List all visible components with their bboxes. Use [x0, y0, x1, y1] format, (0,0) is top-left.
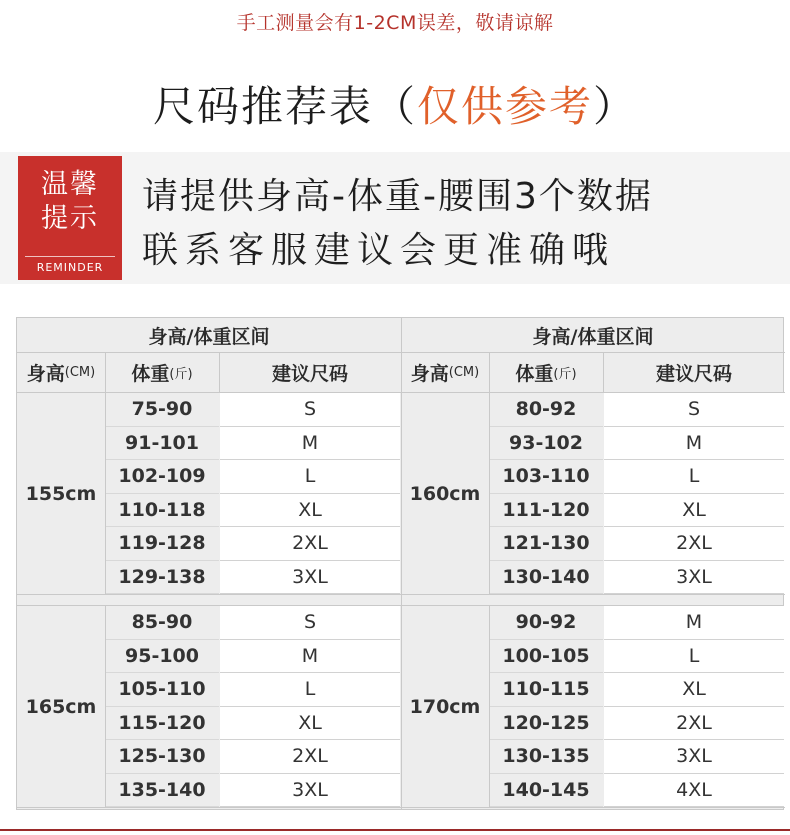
weight-range-cell: 100-105 [489, 640, 603, 674]
weight-range-cell: 75-90 [105, 393, 219, 427]
height-label: 身高 [26, 362, 65, 385]
height-label: 身高 [410, 362, 449, 385]
reminder-line1: 请提供身高-体重-腰围3个数据 [142, 176, 653, 217]
weight-range-cell: 93-102 [489, 427, 603, 461]
height-unit: (CM) [64, 364, 96, 380]
size-cell: XL [220, 707, 400, 741]
size-cell: XL [220, 494, 400, 528]
size-cell: M [604, 606, 784, 640]
block-divider [17, 594, 401, 595]
weight-range-cell: 140-145 [489, 774, 603, 808]
block-divider [401, 594, 785, 595]
block-col-divider [489, 393, 490, 594]
weight-range-cell: 135-140 [105, 774, 219, 808]
group-header: 身高/体重区间 [148, 325, 270, 348]
size-cell: S [604, 393, 784, 427]
weight-unit: (斤) [553, 366, 577, 382]
weight-range-cell: 110-118 [105, 494, 219, 528]
height-cell: 170cm [409, 695, 481, 718]
size-cell: L [220, 673, 400, 707]
weight-range-cell: 130-140 [489, 561, 603, 595]
height-cell: 155cm [25, 482, 97, 505]
weight-range-cell: 95-100 [105, 640, 219, 674]
title-main: 尺码推荐表（ [152, 82, 417, 131]
measurement-notice: 手工测量会有1-2CM误差，敬请谅解 [236, 12, 554, 34]
column-header-size: 建议尺码 [271, 362, 348, 385]
weight-range-cell: 110-115 [489, 673, 603, 707]
weight-range-cell: 102-109 [105, 460, 219, 494]
weight-range-cell: 125-130 [105, 740, 219, 774]
group-header: 身高/体重区间 [532, 325, 654, 348]
block-col-divider [489, 606, 490, 807]
size-cell: 3XL [220, 774, 400, 808]
size-cell: 2XL [220, 740, 400, 774]
page-title [0, 74, 790, 134]
column-header-size: 建议尺码 [655, 362, 732, 385]
header-divider [401, 352, 785, 353]
size-cell: 2XL [220, 527, 400, 561]
column-header-height [17, 352, 105, 392]
header-col-divider [105, 352, 106, 392]
size-cell: 4XL [604, 774, 784, 808]
size-cell: XL [604, 494, 784, 528]
weight-label: 体重 [131, 362, 170, 385]
badge-english: REMINDER [18, 256, 122, 274]
weight-range-cell: 103-110 [489, 460, 603, 494]
block-gap-line [17, 605, 783, 606]
weight-range-cell: 121-130 [489, 527, 603, 561]
column-header-weight [105, 352, 219, 392]
title-accent: 仅供参考 [416, 82, 593, 131]
weight-unit: (斤) [169, 366, 193, 382]
weight-range-cell: 119-128 [105, 527, 219, 561]
weight-label: 体重 [515, 362, 554, 385]
header-col-divider [489, 352, 490, 392]
block-col-divider [105, 393, 106, 594]
block-divider [17, 807, 401, 808]
size-cell: 3XL [604, 561, 784, 595]
header-divider [17, 352, 401, 353]
height-cell: 165cm [25, 695, 97, 718]
size-table [16, 317, 784, 810]
size-cell: XL [604, 673, 784, 707]
size-cell: L [604, 460, 784, 494]
weight-range-cell: 130-135 [489, 740, 603, 774]
weight-range-cell: 111-120 [489, 494, 603, 528]
weight-range-cell: 85-90 [105, 606, 219, 640]
column-header-height [401, 352, 489, 392]
weight-range-cell: 90-92 [489, 606, 603, 640]
weight-range-cell: 115-120 [105, 707, 219, 741]
weight-range-cell: 80-92 [489, 393, 603, 427]
header-col-divider [603, 352, 604, 392]
block-col-divider [105, 606, 106, 807]
bottom-divider [0, 829, 790, 831]
size-cell: 3XL [604, 740, 784, 774]
reminder-badge [18, 156, 122, 280]
size-cell: M [220, 640, 400, 674]
center-divider [401, 318, 402, 809]
weight-range-cell: 105-110 [105, 673, 219, 707]
reminder-band [0, 152, 790, 284]
height-cell: 160cm [409, 482, 481, 505]
block-divider [401, 807, 785, 808]
weight-range-cell: 91-101 [105, 427, 219, 461]
size-cell: 2XL [604, 527, 784, 561]
size-cell: S [220, 606, 400, 640]
size-cell: L [604, 640, 784, 674]
size-cell: 2XL [604, 707, 784, 741]
height-unit: (CM) [448, 364, 480, 380]
column-header-weight [489, 352, 603, 392]
weight-range-cell: 129-138 [105, 561, 219, 595]
weight-range-cell: 120-125 [489, 707, 603, 741]
size-cell: S [220, 393, 400, 427]
badge-line2: 提示 [41, 203, 99, 234]
size-cell: M [604, 427, 784, 461]
header-col-divider [219, 352, 220, 392]
reminder-line2: 联系客服建议会更准确哦 [142, 230, 616, 271]
size-cell: M [220, 427, 400, 461]
title-close: ） [593, 82, 638, 131]
size-cell: 3XL [220, 561, 400, 595]
badge-line1: 温馨 [41, 169, 99, 200]
size-cell: L [220, 460, 400, 494]
